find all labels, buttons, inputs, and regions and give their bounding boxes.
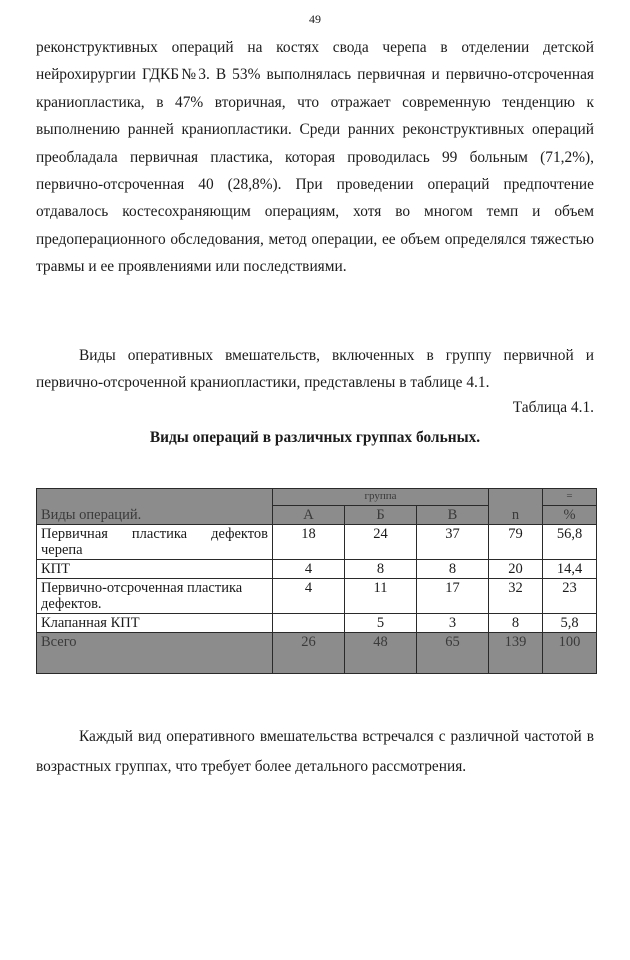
cell-v: 17	[417, 579, 489, 614]
header-group: группа	[273, 489, 489, 506]
cell-pct: 14,4	[543, 560, 597, 579]
total-name: Всего	[37, 633, 273, 674]
cell-pct: 56,8	[543, 525, 597, 560]
row-name: Клапанная КПТ	[37, 614, 273, 633]
table-header-row	[37, 489, 597, 506]
total-v: 65	[417, 633, 489, 674]
header-operation-types: Виды операций.	[37, 489, 273, 525]
row-name: Первично-отсроченная пластика дефектов.	[37, 579, 273, 614]
cell-pct: 5,8	[543, 614, 597, 633]
cell-v: 8	[417, 560, 489, 579]
table-total-row	[37, 633, 597, 674]
cell-n: 32	[489, 579, 543, 614]
header-group-a: А	[273, 506, 345, 525]
header-pct: %	[543, 506, 597, 525]
header-n: n	[489, 489, 543, 525]
operations-table	[36, 488, 597, 674]
total-b: 48	[345, 633, 417, 674]
row-name: Первичная пластика дефектов черепа	[37, 525, 273, 560]
row-name: КПТ	[37, 560, 273, 579]
page-number: 49	[309, 12, 321, 26]
header-group-v: В	[417, 506, 489, 525]
table-row	[37, 560, 597, 579]
total-n: 139	[489, 633, 543, 674]
cell-v: 3	[417, 614, 489, 633]
table-row	[37, 579, 597, 614]
total-a: 26	[273, 633, 345, 674]
cell-n: 79	[489, 525, 543, 560]
cell-v: 37	[417, 525, 489, 560]
cell-a	[273, 614, 345, 633]
table-row	[37, 525, 597, 560]
cell-b: 24	[345, 525, 417, 560]
table-title: Виды операций в различных группах больных.	[149, 429, 481, 446]
header-group-b: Б	[345, 506, 417, 525]
cell-b: 5	[345, 614, 417, 633]
table-label: Таблица 4.1.	[512, 399, 594, 416]
total-pct: 100	[543, 633, 597, 674]
cell-n: 20	[489, 560, 543, 579]
cell-b: 8	[345, 560, 417, 579]
cell-a: 4	[273, 579, 345, 614]
cell-b: 11	[345, 579, 417, 614]
paragraph-2: Виды оперативных вмешательств, включенных в группу первичной и первично-отсроченной краниопластики, представлены в таблице 4.1.	[36, 347, 594, 392]
cell-a: 18	[273, 525, 345, 560]
paragraph-1: реконструктивных операций на костях свода черепа в отделении детской нейрохирургии ГДКБ№3. В 53% выполнялась первичная и первично-отсроченная краниопластика, в 47% вторичная, что отражает современную тенденцию к выполнению ранней краниопластики. Среди ранних реконструктивных операций преобладала первичная пластика, которая проводилась 99 больным (71,2%), первично-отсроченная 40 (28,8%). При проведении операций предпочтение отдавалось костесохраняющим операциям, хотя во многом темп и объем предоперационного обследования, метод операции, ее объем определялся тяжестью травмы и ее проявлениями или последствиями.	[36, 39, 594, 276]
paragraph-3: Каждый вид оперативного вмешательства встречался с различной частотой в возрастных группах, что требует более детального рассмотрения.	[36, 728, 594, 775]
cell-a: 4	[273, 560, 345, 579]
header-pct-mark: =	[543, 489, 597, 506]
cell-pct: 23	[543, 579, 597, 614]
table-row	[37, 614, 597, 633]
cell-n: 8	[489, 614, 543, 633]
